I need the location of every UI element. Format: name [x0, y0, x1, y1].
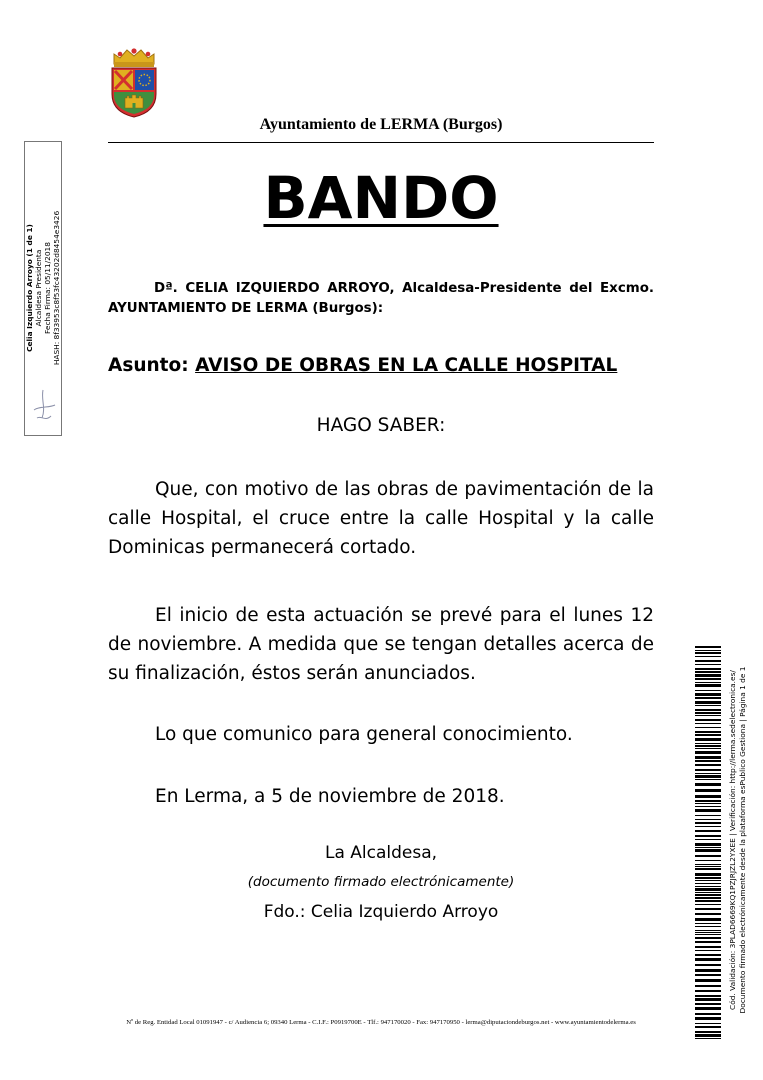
proclamation-heading: HAGO SABER: — [316, 415, 446, 436]
subject-line — [108, 355, 617, 376]
signer-name: Fdo.: Celia Izquierdo Arroyo — [263, 902, 499, 922]
document-title — [108, 164, 654, 232]
electronic-signature-note: (documento firmado electrónicamente) — [247, 874, 515, 890]
subject-text: AVISO DE OBRAS EN LA CALLE HOSPITAL — [195, 355, 618, 376]
issuer-statement: Dª. CELIA IZQUIERDO ARROYO, Alcaldesa-Presidente del Excmo. AYUNTAMIENTO DE LERMA (Burgos): — [108, 281, 654, 316]
subject-label: Asunto: — [108, 355, 189, 376]
date-place-line: En Lerma, a 5 de noviembre de 2018. — [155, 786, 505, 807]
body-paragraph: Que, con motivo de las obras de pavimentación de la calle Hospital, el cruce entre la calle Hospital y la calle Dominicas permanecerá cortado. — [108, 479, 654, 558]
stamp-line: HASH: 8f33953c8f53fc43202d8454e3426 — [52, 210, 61, 366]
stamp-line: Fecha Firma: 05/11/2018 — [43, 242, 52, 334]
municipality-header: Ayuntamiento de LERMA (Burgos) — [259, 116, 503, 133]
verification-line: Cód. Validación: 3PLAD6669KQ1PZJRJZL2YXEE | Verificación: http://lerma.sedelectronica.es/ — [728, 670, 737, 1010]
barcode-icon — [695, 646, 721, 1041]
signer-role: La Alcaldesa, — [324, 843, 438, 863]
body-paragraph: El inicio de esta actuación se prevé para el lunes 12 de noviembre. A medida que se tengan detalles acerca de su finalización, éstos serán anunciados. — [108, 605, 654, 684]
stamp-line: Alcaldesa Presidenta — [34, 249, 43, 327]
verification-line: Documento firmado electrónicamente desde la plataforma esPublico Gestiona | Página 1 de 1 — [738, 666, 747, 1014]
stamp-line: Celia Izquierdo Arroyo (1 de 1) — [25, 224, 34, 352]
coat-of-arms-logo — [108, 42, 160, 118]
handwritten-signature-mark — [29, 388, 59, 428]
header-divider — [108, 142, 654, 143]
body-paragraph: Lo que comunico para general conocimiento. — [155, 724, 573, 745]
footer-contact-info: Nº de Reg. Entidad Local 01091947 - c/ Audiencia 6; 09340 Lerma - C.I.F.: P0919700E - Tlf.: 947170020 - Fax: 947170950 - lerma@diputaciondeburgos.net - www.ayuntamientodelerma.es — [126, 1019, 636, 1026]
document-title-text: BANDO — [263, 164, 499, 232]
